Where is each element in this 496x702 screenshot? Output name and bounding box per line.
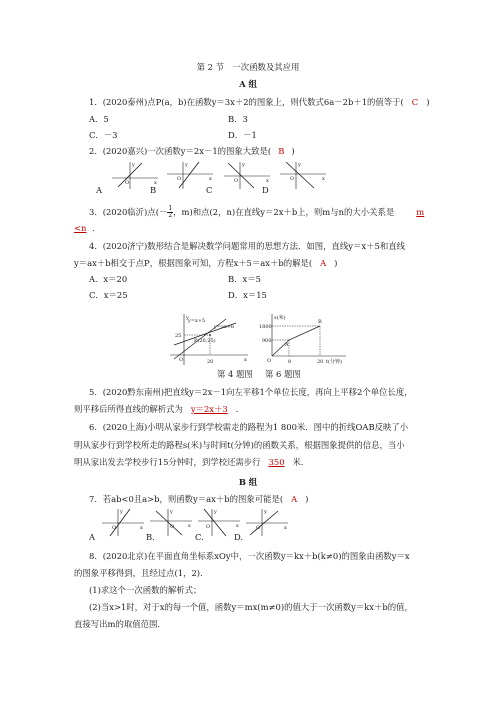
svg-text:x: x [236, 523, 239, 529]
q3-answer-part2: <n [74, 223, 87, 233]
caption-fig4: 第 4 题图 [217, 369, 253, 379]
svg-text:x: x [140, 525, 143, 531]
question-1 [89, 97, 430, 108]
q4-option-b: B．x＝5 [228, 274, 261, 284]
q7-close: ) [305, 494, 309, 504]
q3-fraction: $\frac{1}{2}$ [168, 205, 173, 219]
question-7 [89, 494, 308, 505]
svg-text:y: y [120, 509, 123, 515]
q2-graph-d [278, 160, 328, 190]
q2-label-b: B [150, 185, 157, 195]
q8-line2: 的图象平移得到，且经过点(1，2)． [74, 568, 209, 578]
q1-answer: C [411, 97, 419, 107]
q3-rest: 和点(2，n)在直线y＝2x＋b上，则m与n的大小关系是 [192, 207, 395, 217]
svg-text:O: O [256, 525, 261, 531]
fig4-line2-label: y=ax+b [214, 324, 235, 330]
q3-end: ． [92, 223, 101, 233]
q8-part2-line1: (2)当x>1时，对于x的每一个值，函数y＝mx(m≠0)的值大于一次函数y＝kx＋b的值， [89, 602, 413, 612]
fig4-y: y [186, 315, 189, 321]
q3-mid: ，m [173, 207, 190, 217]
q7-answer: A [291, 494, 298, 504]
q4-line2 [74, 258, 337, 269]
svg-text:y: y [185, 162, 188, 168]
fig4-t25: 25 [175, 333, 182, 339]
q2-label-a: A [96, 185, 103, 195]
q4-answer: A [320, 258, 327, 268]
q4-option-a: A．x＝20 [89, 274, 128, 284]
q2-answer: B [278, 146, 285, 156]
group-b-heading: B 组 [238, 477, 258, 487]
svg-text:y: y [170, 509, 173, 515]
fig4-line1-label: y=x+5 [188, 318, 206, 324]
q5-line2 [74, 404, 244, 415]
svg-text:x: x [154, 180, 157, 186]
fig6-o: O [267, 358, 272, 364]
q6-line1: 6．(2020上海)小明从家步行到学校需走的路程为1 800米．图中的折线OAB反映了小 [89, 422, 409, 432]
q2-label-c: C [206, 185, 213, 195]
svg-text:y: y [242, 162, 245, 168]
q5-text: 则平移后所得直线的解析式为 [74, 404, 183, 414]
fig6-point-b: B [318, 319, 322, 325]
svg-text:O: O [177, 176, 182, 182]
q6-answer: 350 [268, 457, 285, 467]
figure-6 [258, 313, 348, 367]
svg-text:y: y [298, 162, 301, 168]
q7-label-a: A [89, 532, 96, 542]
fig6-t20: 20 [317, 359, 324, 365]
q6-line3 [74, 457, 309, 468]
q1-option-c: C．－3 [89, 130, 118, 140]
svg-text:O: O [290, 176, 295, 182]
q7-label-b: B. [146, 532, 155, 542]
svg-text:y: y [264, 509, 267, 515]
q8-line1: 8．(2020北京)在平面直角坐标系xOy中，一次函数y＝kx＋b(k≠0)的图象由函数y＝x [89, 551, 410, 561]
q6-end: 米． [292, 457, 310, 467]
q6-line2: 明从家步行到学校所走的路程s(米)与时间t(分钟)的函数关系，根据图象提供的信息，当小 [74, 440, 405, 450]
q1-option-d: D．－1 [228, 130, 257, 140]
svg-text:x: x [284, 525, 287, 531]
fig6-xlabel: t(分钟) [326, 359, 342, 365]
q5-line1: 5．(2020黔东南州)把直线y＝2x－1向左平移1个单位长度，再向上平移2个单位长度， [89, 387, 413, 397]
section-title: 第 2 节 一次函数及其应用 [196, 62, 300, 72]
q5-answer: y＝2x＋3 [190, 404, 228, 414]
q4-close: ) [334, 258, 338, 268]
group-a-heading: A 组 [239, 79, 257, 89]
fig4-point-label: P(20,25) [194, 338, 216, 344]
fig4-x: x [244, 357, 247, 363]
svg-text:x: x [322, 176, 325, 182]
q7-graph-a [100, 507, 145, 537]
svg-text:x: x [209, 176, 212, 182]
q7-label-c: C. [195, 532, 204, 542]
q7-graph-d [244, 507, 289, 537]
question-2 [89, 146, 295, 157]
q4-text: y＝ax＋b相交于点P，根据图象可知，方程x＋5＝ax＋b的解是( [74, 258, 313, 268]
q4-line1: 4．(2020济宁)数形结合是解决数学问题常用的思想方法．如图，直线y＝x＋5和直线 [89, 241, 405, 251]
q3-prefix: 3．(2020临沂)点 [89, 207, 156, 217]
svg-text:O: O [170, 524, 175, 530]
fig6-point-a: A [285, 342, 289, 348]
fig6-t900: 900 [262, 338, 272, 344]
svg-text:O: O [206, 524, 211, 530]
q1-close: ) [426, 97, 430, 107]
figure-4 [170, 313, 250, 367]
fig4-t20: 20 [207, 359, 214, 365]
q8-part2-line2: 直接写出m的取值范围． [74, 619, 166, 629]
q2-label-d: D [262, 185, 269, 195]
svg-text:x: x [188, 523, 191, 529]
fig6-t8: 8 [288, 359, 292, 365]
q5-end: ． [235, 404, 245, 414]
q4-option-d: D．x＝15 [228, 290, 267, 300]
q4-option-c: C．x＝25 [89, 290, 128, 300]
q1-text: 1．(2020泰州)点P(a，b)在函数y＝3x＋2的图象上，则代数式6a－2b＋1的值等于( [89, 97, 404, 107]
caption-fig6: 第 6 题图 [265, 369, 301, 379]
svg-text:y: y [214, 509, 217, 515]
svg-text:O: O [234, 178, 239, 184]
q3-line2 [74, 223, 101, 234]
svg-text:y: y [132, 162, 135, 168]
q2-text: 2．(2020嘉兴)一次函数y＝2x－1的图象大致是( [89, 146, 272, 156]
q7-text: 7．若ab<0且a>b，则函数y＝ax＋b的图象可能是( [89, 494, 284, 504]
q8-part1: (1)求这个一次函数的解析式； [89, 585, 202, 595]
fig6-t1800: 1800 [259, 324, 272, 330]
svg-text:O: O [125, 180, 130, 186]
q3-answer-part1: m [416, 207, 425, 217]
q1-option-a: A．5 [89, 114, 109, 124]
q7-label-d: D. [234, 532, 244, 542]
fig4-o: O [179, 357, 184, 363]
question-3: 3．(2020临沂)点(－ $\frac{1}{2}$ ，m)和点(2，n)在直线y＝2x＋b上，则m与n的大小关系是 m [89, 205, 425, 219]
svg-text:O: O [112, 525, 117, 531]
q2-close: ) [291, 146, 295, 156]
svg-text:x: x [266, 178, 269, 184]
q1-option-b: B．3 [228, 114, 248, 124]
fig6-ylabel: s(米) [274, 315, 286, 321]
q6-text: 明从家出发去学校步行15分钟时，到学校还需步行 [74, 457, 261, 467]
